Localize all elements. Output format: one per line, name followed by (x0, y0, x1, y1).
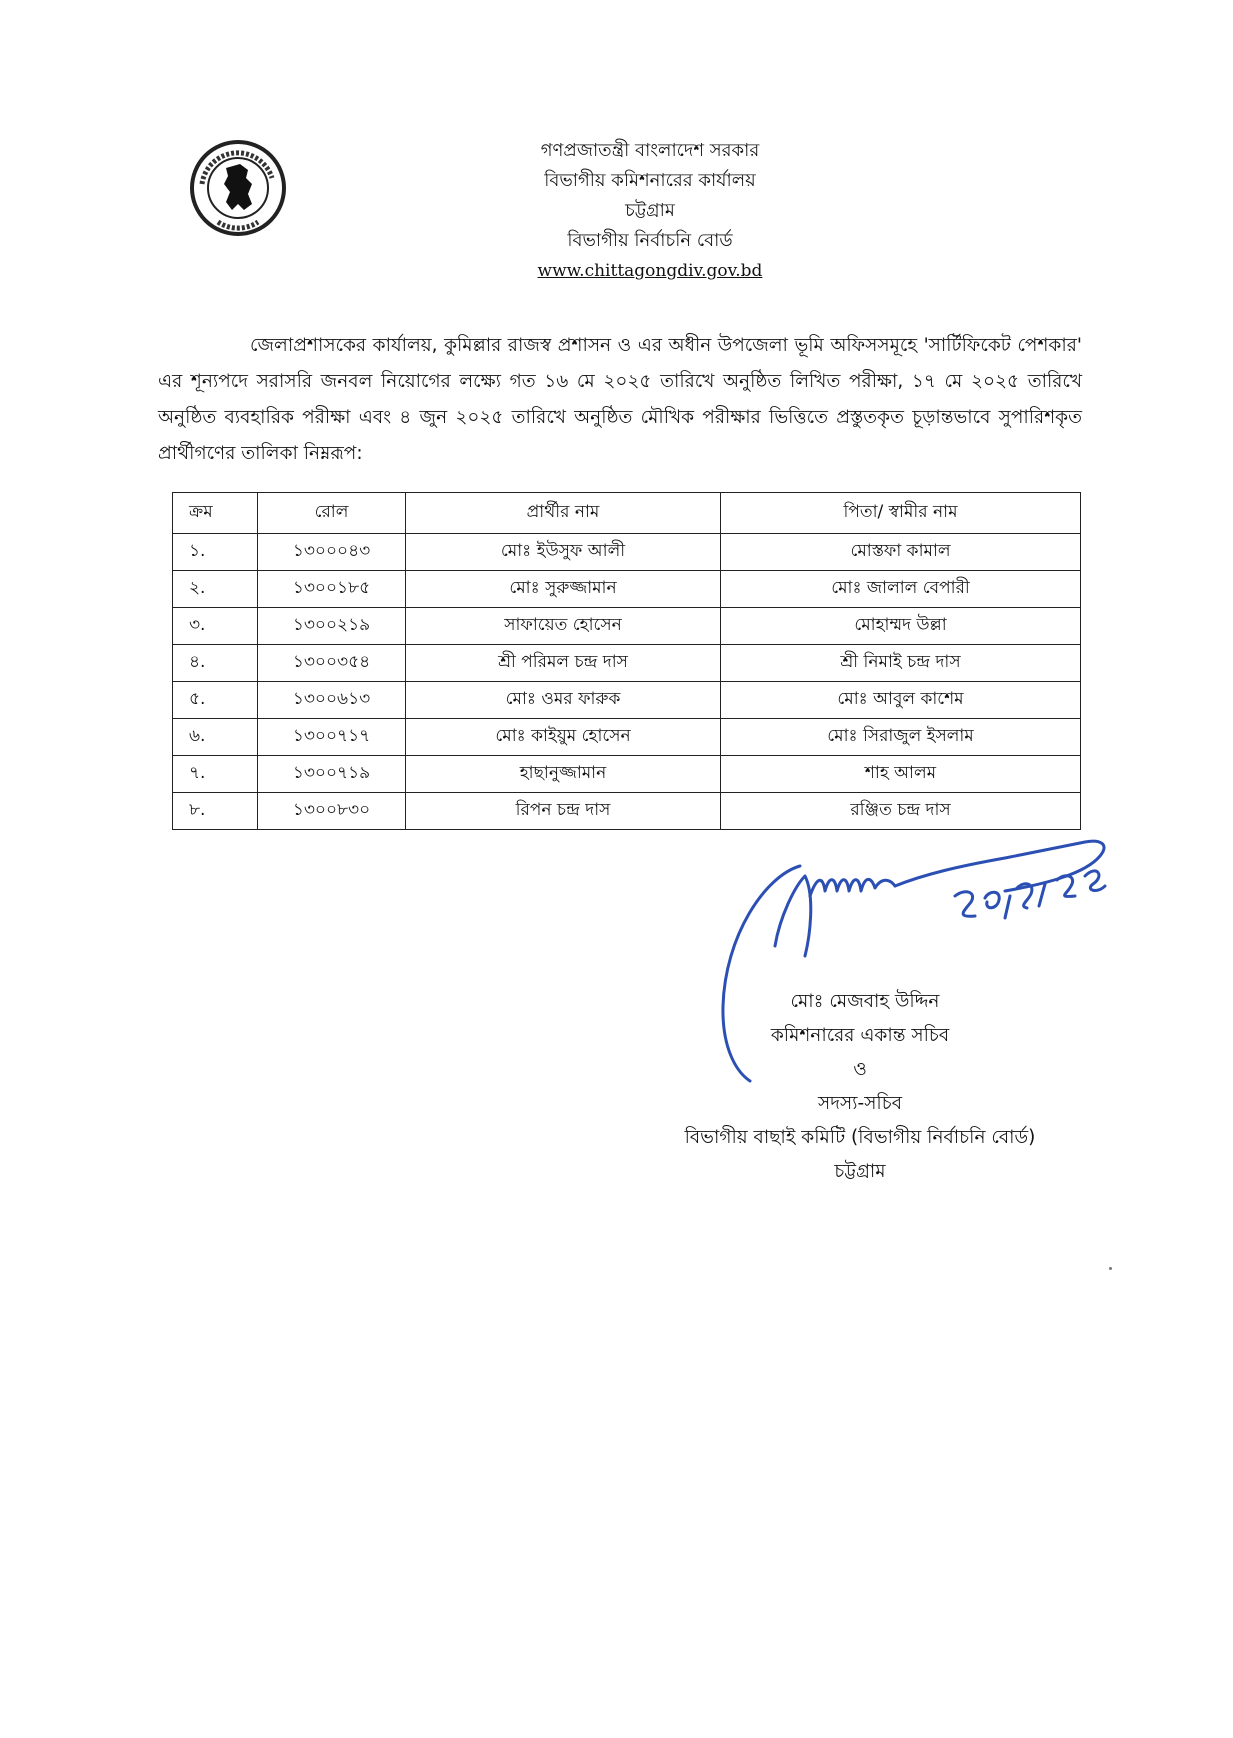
division-name: চট্টগ্রাম (625, 200, 675, 221)
bangladesh-government-seal-icon (188, 138, 288, 238)
signatory-name: মোঃ মেজবাহ উদ্দিন (790, 991, 940, 1012)
candidate-name-cell: মোঃ ইউসুফ আলী (406, 534, 721, 571)
serial-cell: ৪. (173, 645, 258, 682)
candidate-name-cell: সাফায়েত হোসেন (406, 608, 721, 645)
signatory-title: কমিশনারের একান্ত সচিব (770, 1025, 950, 1046)
board-name: বিভাগীয় নির্বাচনি বোর্ড (567, 230, 733, 251)
candidate-table (172, 492, 1081, 830)
roll-cell: ১৩০০২১৯ (258, 608, 406, 645)
table-row (173, 608, 1081, 645)
scan-speck (1109, 1267, 1112, 1270)
table-row (173, 571, 1081, 608)
table-row (173, 756, 1081, 793)
father-name-cell: শাহ আলম (721, 756, 1081, 793)
father-name-cell: শ্রী নিমাই চন্দ্র দাস (721, 645, 1081, 682)
serial-cell: ৭. (173, 756, 258, 793)
serial-cell: ৬. (173, 719, 258, 756)
office-name: বিভাগীয় কমিশনারের কার্যালয় (544, 170, 756, 191)
table-row (173, 645, 1081, 682)
table-row (173, 534, 1081, 571)
roll-cell: ১৩০০৬১৩ (258, 682, 406, 719)
roll-cell: ১৩০০৭১৭ (258, 719, 406, 756)
candidate-name-cell: মোঃ ওমর ফারুক (406, 682, 721, 719)
father-name-cell: মোঃ আবুল কাশেম (721, 682, 1081, 719)
signatory-committee: বিভাগীয় বাছাই কমিটি (বিভাগীয় নির্বাচনি বোর্ড) (684, 1127, 1036, 1148)
father-name-cell: মোঃ সিরাজুল ইসলাম (721, 719, 1081, 756)
serial-cell: ৮. (173, 793, 258, 830)
signatory-location: চট্টগ্রাম (834, 1161, 886, 1182)
government-name: গণপ্রজাতন্ত্রী বাংলাদেশ সরকার (540, 140, 760, 161)
father-name-cell: মোস্তফা কামাল (721, 534, 1081, 571)
candidate-name-cell: মোঃ কাইয়ুম হোসেন (406, 719, 721, 756)
signatory-role: সদস্য-সচিব (818, 1093, 902, 1114)
header-candidate-name: প্রার্থীর নাম (406, 493, 721, 534)
father-name-cell: রঞ্জিত চন্দ্র দাস (721, 793, 1081, 830)
table-header-row (173, 493, 1081, 534)
father-name-cell: মোঃ জালাল বেপারী (721, 571, 1081, 608)
roll-cell: ১৩০০১৮৫ (258, 571, 406, 608)
serial-cell: ৫. (173, 682, 258, 719)
website-link[interactable]: www.chittagongdiv.gov.bd (537, 261, 763, 281)
notice-paragraph: জেলাপ্রশাসকের কার্যালয়, কুমিল্লার রাজস্ব প্রশাসন ও এর অধীন উপজেলা ভূমি অফিসসমূহে 'সার্টিফিকেট পেশকার' এর শূন্যপদে সরাসরি জনবল নিয়োগের লক্ষ্যে গত ১৬ মে ২০২৫ তারিখে অনুষ্ঠিত লিখিত পরীক্ষা, ১৭ মে ২০২৫ তারিখে অনুষ্ঠিত ব্যবহারিক পরীক্ষা এবং ৪ জুন ২০২৫ তারিখে অনুষ্ঠিত মৌখিক পরীক্ষার ভিত্তিতে প্রস্তুতকৃত চূড়ান্তভাবে সুপারিশকৃত প্রার্থীগণের তালিকা নিম্নরূপ: (158, 335, 1082, 464)
candidate-name-cell: শ্রী পরিমল চন্দ্র দাস (406, 645, 721, 682)
table-row (173, 682, 1081, 719)
government-seal (188, 138, 288, 238)
candidate-name-cell: হাছানুজ্জামান (406, 756, 721, 793)
roll-cell: ১৩০০০৪৩ (258, 534, 406, 571)
roll-cell: ১৩০০৮৩০ (258, 793, 406, 830)
header-father-husband-name: পিতা/ স্বামীর নাম (721, 493, 1081, 534)
candidate-name-cell: রিপন চন্দ্র দাস (406, 793, 721, 830)
roll-cell: ১৩০০৩৫৪ (258, 645, 406, 682)
father-name-cell: মোহাম্মদ উল্লা (721, 608, 1081, 645)
header-serial: ক্রম (173, 493, 258, 534)
serial-cell: ২. (173, 571, 258, 608)
candidate-name-cell: মোঃ সুরুজ্জামান (406, 571, 721, 608)
roll-cell: ১৩০০৭১৯ (258, 756, 406, 793)
serial-cell: ৩. (173, 608, 258, 645)
header-roll: রোল (258, 493, 406, 534)
signature-block (640, 985, 1080, 1189)
table-row (173, 793, 1081, 830)
letterhead (460, 136, 840, 286)
signatory-conjunction: ও (853, 1059, 867, 1080)
serial-cell: ১. (173, 534, 258, 571)
table-row (173, 719, 1081, 756)
